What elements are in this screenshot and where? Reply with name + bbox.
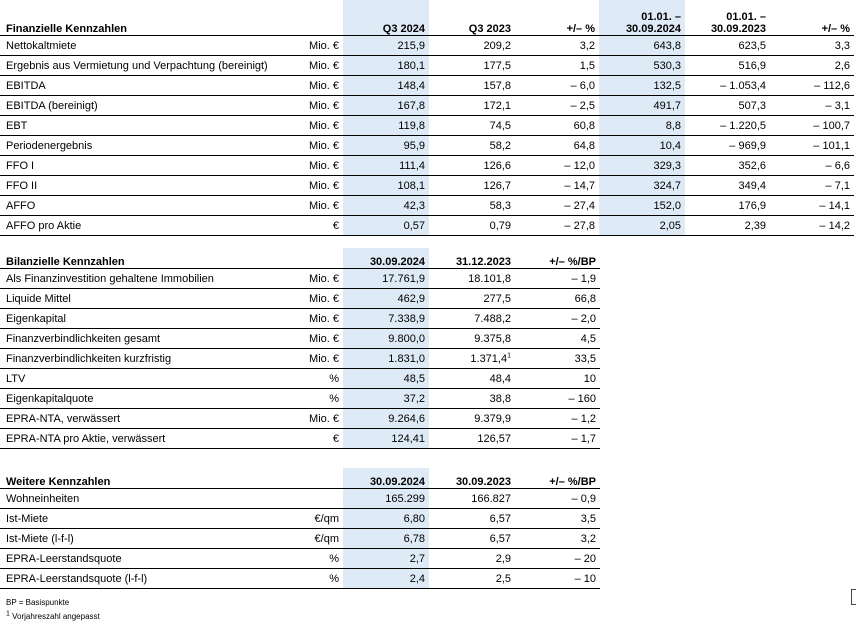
value-cell: – 6,0 — [515, 76, 599, 96]
value-cell: 9.375,8 — [429, 329, 515, 349]
column-header: Q3 2023 — [429, 0, 515, 36]
row-unit: € — [300, 429, 343, 449]
value-cell: 37,2 — [343, 389, 429, 409]
column-header: 30.09.2024 — [343, 468, 429, 489]
footnote-ref: 1 — [507, 351, 511, 359]
column-header: +/– %/BP — [515, 468, 600, 489]
value-cell: – 1.220,5 — [685, 116, 770, 136]
footnote-text: Vorjahreszahl angepasst — [12, 612, 100, 621]
value-cell: 2,39 — [685, 216, 770, 236]
value-cell: 180,1 — [343, 56, 429, 76]
row-unit: Mio. € — [300, 349, 343, 369]
section-title: Bilanzielle Kennzahlen — [0, 248, 300, 269]
row-unit: % — [300, 549, 343, 569]
row-label: Eigenkapitalquote — [0, 389, 300, 409]
value-cell: 530,3 — [599, 56, 685, 76]
row-unit: Mio. € — [300, 289, 343, 309]
column-header: 30.09.2023 — [429, 468, 515, 489]
value-cell: 172,1 — [429, 96, 515, 116]
value-cell: 60,8 — [515, 116, 599, 136]
row-label: Liquide Mittel — [0, 289, 300, 309]
value-cell: – 1,7 — [515, 429, 600, 449]
value-cell: 3,5 — [515, 509, 600, 529]
value-cell: 8,8 — [599, 116, 685, 136]
balance-kpi-table — [0, 248, 600, 449]
table-row — [0, 569, 600, 589]
value-cell: 126,7 — [429, 176, 515, 196]
value-cell: 209,2 — [429, 36, 515, 56]
value-cell: 2,9 — [429, 549, 515, 569]
row-unit: Mio. € — [300, 309, 343, 329]
value-cell: – 27,4 — [515, 196, 599, 216]
row-label: LTV — [0, 369, 300, 389]
value-cell: 9.379,9 — [429, 409, 515, 429]
footnote-1 — [6, 612, 100, 621]
value-cell: 64,8 — [515, 136, 599, 156]
table-row — [0, 389, 600, 409]
value-cell: 1.371,4$^1$ — [429, 349, 515, 369]
value-cell: – 6,6 — [770, 156, 854, 176]
footnote-bp: BP = Basispunkte — [6, 598, 70, 607]
table-row — [0, 176, 854, 196]
value-cell: 58,2 — [429, 136, 515, 156]
value-cell: – 14,1 — [770, 196, 854, 216]
value-cell: 352,6 — [685, 156, 770, 176]
header-row — [0, 0, 854, 36]
table-row — [0, 369, 600, 389]
column-header: +/– % — [515, 0, 599, 36]
row-label: EBT — [0, 116, 300, 136]
value-cell: 516,9 — [685, 56, 770, 76]
row-label: Wohneinheiten — [0, 489, 300, 509]
value-cell: – 101,1 — [770, 136, 854, 156]
row-label: EPRA-NTA, verwässert — [0, 409, 300, 429]
value-cell: – 2,5 — [515, 96, 599, 116]
row-unit: Mio. € — [300, 76, 343, 96]
value-cell: 6,78 — [343, 529, 429, 549]
unit-header — [300, 468, 343, 489]
value-cell: 1,5 — [515, 56, 599, 76]
value-cell: – 10 — [515, 569, 600, 589]
row-unit: €/qm — [300, 509, 343, 529]
value-cell: 132,5 — [599, 76, 685, 96]
table-row — [0, 409, 600, 429]
value-cell: 0,57 — [343, 216, 429, 236]
row-unit: % — [300, 569, 343, 589]
value-cell: 215,9 — [343, 36, 429, 56]
value-cell: 4,5 — [515, 329, 600, 349]
value-cell: 157,8 — [429, 76, 515, 96]
value-cell: 167,8 — [343, 96, 429, 116]
value-cell: – 27,8 — [515, 216, 599, 236]
value-cell: 7.338,9 — [343, 309, 429, 329]
value-cell: 126,57 — [429, 429, 515, 449]
column-header: Q3 2024 — [343, 0, 429, 36]
value-cell: 324,7 — [599, 176, 685, 196]
row-unit: Mio. € — [300, 176, 343, 196]
value-cell: 507,3 — [685, 96, 770, 116]
row-unit: Mio. € — [300, 329, 343, 349]
table-row — [0, 549, 600, 569]
value-cell: 2,7 — [343, 549, 429, 569]
table-row — [0, 269, 600, 289]
row-unit: % — [300, 389, 343, 409]
value-cell: – 2,0 — [515, 309, 600, 329]
row-unit: Mio. € — [300, 96, 343, 116]
row-unit: Mio. € — [300, 156, 343, 176]
row-label: Nettokaltmiete — [0, 36, 300, 56]
value-cell: 2,6 — [770, 56, 854, 76]
table-row — [0, 116, 854, 136]
value-cell: 349,4 — [685, 176, 770, 196]
value-cell: – 14,7 — [515, 176, 599, 196]
unit-header — [300, 248, 343, 269]
column-header: +/– % — [770, 0, 854, 36]
value-cell: 42,3 — [343, 196, 429, 216]
value-cell: 66,8 — [515, 289, 600, 309]
row-label: EPRA-NTA pro Aktie, verwässert — [0, 429, 300, 449]
table-row — [0, 136, 854, 156]
row-label: EPRA-Leerstandsquote — [0, 549, 300, 569]
section-title: Finanzielle Kennzahlen — [0, 0, 300, 36]
row-label: Eigenkapital — [0, 309, 300, 329]
value-cell: 166.827 — [429, 489, 515, 509]
row-label: Ist-Miete — [0, 509, 300, 529]
table-row — [0, 56, 854, 76]
value-cell: – 3,1 — [770, 96, 854, 116]
value-cell: 38,8 — [429, 389, 515, 409]
value-cell: 119,8 — [343, 116, 429, 136]
row-unit: Mio. € — [300, 409, 343, 429]
financial-kpi-table — [0, 0, 854, 236]
row-label: Als Finanzinvestition gehaltene Immobilien — [0, 269, 300, 289]
value-cell: 177,5 — [429, 56, 515, 76]
row-label: Ergebnis aus Vermietung und Verpachtung (bereinigt) — [0, 56, 300, 76]
table-row — [0, 289, 600, 309]
value-cell: 58,3 — [429, 196, 515, 216]
header-row — [0, 248, 600, 269]
value-cell: 0,79 — [429, 216, 515, 236]
value-cell: 17.761,9 — [343, 269, 429, 289]
value-cell: 148,4 — [343, 76, 429, 96]
value-cell: – 7,1 — [770, 176, 854, 196]
value-cell: – 1,2 — [515, 409, 600, 429]
value-cell: 3,3 — [770, 36, 854, 56]
value-cell: – 100,7 — [770, 116, 854, 136]
value-cell: – 12,0 — [515, 156, 599, 176]
row-label: Periodenergebnis — [0, 136, 300, 156]
row-unit: Mio. € — [300, 269, 343, 289]
table-row — [0, 489, 600, 509]
table-row — [0, 429, 600, 449]
value-cell: 9.800,0 — [343, 329, 429, 349]
row-label: Finanzverbindlichkeiten gesamt — [0, 329, 300, 349]
row-unit: Mio. € — [300, 116, 343, 136]
row-label: FFO I — [0, 156, 300, 176]
value-cell: 124,41 — [343, 429, 429, 449]
value-cell: 6,80 — [343, 509, 429, 529]
value-cell: – 14,2 — [770, 216, 854, 236]
value-cell: – 160 — [515, 389, 600, 409]
value-cell: 462,9 — [343, 289, 429, 309]
table-row — [0, 216, 854, 236]
value-cell: 108,1 — [343, 176, 429, 196]
row-unit: €/qm — [300, 529, 343, 549]
value-cell: 3,2 — [515, 36, 599, 56]
value-cell: 3,2 — [515, 529, 600, 549]
table-row — [0, 529, 600, 549]
column-header: 31.12.2023 — [429, 248, 515, 269]
value-cell: – 112,6 — [770, 76, 854, 96]
value-cell: 623,5 — [685, 36, 770, 56]
row-unit: % — [300, 369, 343, 389]
value-cell: 74,5 — [429, 116, 515, 136]
row-label: AFFO pro Aktie — [0, 216, 300, 236]
table-row — [0, 76, 854, 96]
value-cell: 329,3 — [599, 156, 685, 176]
row-label: Ist-Miete (l-f-l) — [0, 529, 300, 549]
further-kpi-table — [0, 468, 600, 589]
column-header: 01.01. – 30.09.2024 — [599, 0, 685, 36]
value-cell: – 1.053,4 — [685, 76, 770, 96]
value-cell: 48,4 — [429, 369, 515, 389]
value-cell: 9.264,6 — [343, 409, 429, 429]
value-cell: 2,5 — [429, 569, 515, 589]
value-cell: 126,6 — [429, 156, 515, 176]
value-cell: 643,8 — [599, 36, 685, 56]
value-cell: 2,4 — [343, 569, 429, 589]
value-cell: 111,4 — [343, 156, 429, 176]
value-cell: 152,0 — [599, 196, 685, 216]
value-cell: 176,9 — [685, 196, 770, 216]
value-cell: 95,9 — [343, 136, 429, 156]
value-cell: 2,05 — [599, 216, 685, 236]
table-row — [0, 96, 854, 116]
value-cell: 10,4 — [599, 136, 685, 156]
row-label: AFFO — [0, 196, 300, 216]
value-cell: 48,5 — [343, 369, 429, 389]
value-cell: 6,57 — [429, 509, 515, 529]
header-row — [0, 468, 600, 489]
value-cell: 6,57 — [429, 529, 515, 549]
column-header: 30.09.2024 — [343, 248, 429, 269]
page-edge-marker — [851, 589, 856, 605]
value-cell: 18.101,8 — [429, 269, 515, 289]
row-unit: Mio. € — [300, 56, 343, 76]
value-cell: – 1,9 — [515, 269, 600, 289]
value-cell: – 969,9 — [685, 136, 770, 156]
row-unit: Mio. € — [300, 136, 343, 156]
value-cell: 10 — [515, 369, 600, 389]
table-row — [0, 309, 600, 329]
value-cell: – 20 — [515, 549, 600, 569]
value-cell: 165.299 — [343, 489, 429, 509]
table-row — [0, 196, 854, 216]
row-label: FFO II — [0, 176, 300, 196]
footnote-marker: 1 — [6, 610, 10, 618]
row-label: EBITDA — [0, 76, 300, 96]
row-label: EBITDA (bereinigt) — [0, 96, 300, 116]
table-row — [0, 509, 600, 529]
table-row — [0, 36, 854, 56]
section-title: Weitere Kennzahlen — [0, 468, 300, 489]
column-header: +/– %/BP — [515, 248, 600, 269]
value-cell: 1.831,0 — [343, 349, 429, 369]
table-row — [0, 156, 854, 176]
row-unit — [300, 489, 343, 509]
column-header: 01.01. – 30.09.2023 — [685, 0, 770, 36]
value-cell: – 0,9 — [515, 489, 600, 509]
table-row — [0, 349, 600, 369]
value-cell: 7.488,2 — [429, 309, 515, 329]
value-cell: 33,5 — [515, 349, 600, 369]
row-label: Finanzverbindlichkeiten kurzfristig — [0, 349, 300, 369]
row-unit: Mio. € — [300, 196, 343, 216]
value-cell: 277,5 — [429, 289, 515, 309]
unit-header — [300, 0, 343, 36]
value-cell: 491,7 — [599, 96, 685, 116]
row-unit: Mio. € — [300, 36, 343, 56]
table-row — [0, 329, 600, 349]
row-label: EPRA-Leerstandsquote (l-f-l) — [0, 569, 300, 589]
row-unit: € — [300, 216, 343, 236]
